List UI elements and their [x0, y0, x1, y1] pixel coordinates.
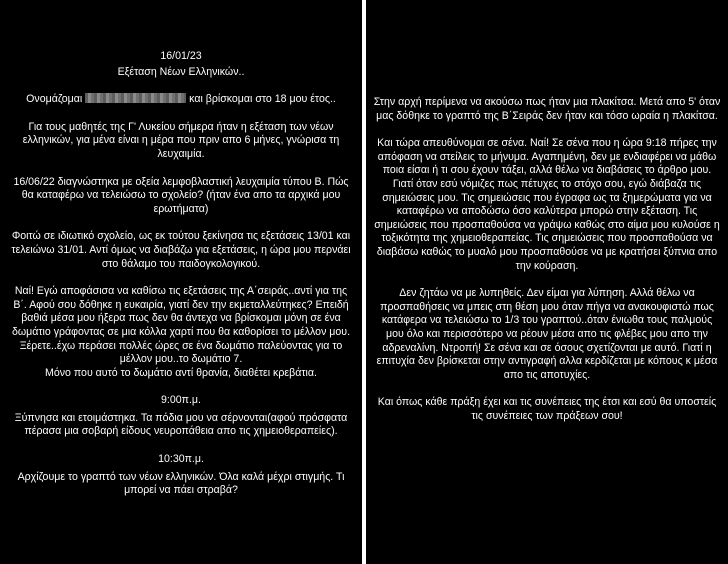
intro-text-after: και βρίσκομαι στο 18 μου έτος.. — [186, 93, 336, 106]
time-stamp-2: 10:30π.μ. — [158, 453, 204, 466]
paragraph-8: Και τώρα απευθύνομαι σε σένα. Ναί! Σε σένα που η ώρα 9:18 πήρες την απόφαση να στείλεις το μήνυμα. Αγαπημένη, δεν με ενδιαφέρει να μάθω ποια είσαι ή τι σου έχουν τάξει, αλλά θέλω να διαβάσεις το άρθρο μου. Γιατί όταν εσύ νόμιζες πως πέτυχες το στόχο σου, εγώ διάβαζα τις σημειώσεις μου. Τις σημειώσεις που έγραφα ως τα ξημερώματα για να καταφέρω να αποδώσω όσο καλύτερα μπορώ στην εξέταση. Τις σημειώσεις που προσπαθούσα να γράψω καθώς στο αίμα μου κυλούσε η τοξικότητα της χημειοθεραπείας. Τις σημειώσεις που προσπαθούσα να διαβάσω καθώς το μυαλό μου προσπαθούσε να με κρατήσει ξύπνια απο την κούραση. — [374, 137, 720, 272]
intro-text-before: Ονομάζομαι — [26, 93, 86, 106]
paragraph-2: 16/06/22 διαγνώστηκα με οξεία λεμφοβλαστική λευχαιμία τύπου Β. Πώς θα καταφέρω να τελειώσω το σχολείο? (ήταν ένα απο τα αρχικά μου ερωτήματα) — [13, 175, 349, 215]
paragraph-10: Και όπως κάθε πράξη έχει και τις συνέπειες της έτσι και εσύ θα υποστείς τις συνέπειες των πράξεων σου! — [377, 396, 717, 422]
story-date: 16/01/23 — [160, 50, 202, 62]
paragraph-7: Στην αρχή περίμενα να ακούσω πως ήταν μια πλακίτσα. Μετά απο 5' όταν μας δόθηκε το γραπτό της Β΄Σειράς δεν ήταν και τόσο ωραία η πλακίτσα. — [373, 96, 721, 122]
paragraph-9: Δεν ζητάω να με λυπηθείς. Δεν είμαι για λύπηση. Αλλά θέλω να προσπαθήσεις να μπεις στη θέση μου όταν πήγα να ανακουφιστώ πως κατάφερα να τελειώσω το 1/3 του γραπτού..όταν ένιωθα τους παλμούς μου όλο και περισσότερο να ρέουν μέσα απο τις φλέβες μου απο την αδρεναλίνη. Ντροπή! Σε σένα και σε όσους σχετίζονται με αυτό. Γιατί η επιτυχία δεν βρίσκεται στην αντιγραφή αλλα κερδίζεται με κόπους κ μέσα απο τις αποτυχίες. — [376, 287, 718, 381]
redacted-name — [85, 93, 186, 103]
paragraph-1: Για τους μαθητές της Γ' Λυκείου σήμερα ήταν η εξέταση των νέων ελληνικών, για μένα είναι η μέρα που πριν απο 6 μήνες, γνώρισα τη λευχαιμία. — [22, 120, 340, 160]
paragraph-3: Φοιτώ σε ιδιωτικό σχολείο, ως εκ τούτου ξεκίνησα τις εξετάσεις 13/01 και τελειώνω 31/01. Αντί όμως να διαβάζω για εξετάσεις, η ώρα μου περνάει στο θάλαμο του παιδογκολογικού. — [11, 230, 351, 270]
time-stamp-1: 9:00π.μ. — [161, 394, 201, 407]
story-panel-left — [0, 0, 362, 564]
paragraph-4: Ναί! Εγώ αποφάσισα να καθίσω τις εξετάσεις της Α΄σειράς..αντί για της Β΄. Αφού σου δόθηκε η ευκαιρία, γιατί δεν την εκμεταλλεύτηκες? Επειδή βαθιά μέσα μου ήξερα πως δεν θα άντεχα να βρίσκομαι μόνη σε ένα δωμάτιο γράφοντας σε μια κόλλα χαρτί που θα καθορίσει το μέλλον μου. Ξέρετε..έχω περάσει πολλές ώρες σε ένα δωμάτιο παλεύοντας για το μέλλον μου..το δωμάτιο 7. Μόνο που αυτό το δωμάτιο αντί θρανία, διαθέτει κρεβάτια. — [11, 285, 351, 379]
story-panel-right — [366, 0, 728, 564]
story-title: Εξέταση Νέων Ελληνικών.. — [117, 65, 245, 78]
paragraph-5: Ξύπνησα και ετοιμάστηκα. Τα πόδια μου να σέρνονται(αφού πρόσφατα πέρασα μια σοβαρή είδους νευροπάθεια απο τις χημειοθεραπείες). — [14, 411, 348, 438]
paragraph-6: Αρχίζουμε το γραπτό των νέων ελληνικών. Όλα καλά μέχρι στιγμής. Τι μπορεί να πάει στραβά? — [17, 470, 345, 497]
intro-paragraph — [10, 93, 352, 107]
